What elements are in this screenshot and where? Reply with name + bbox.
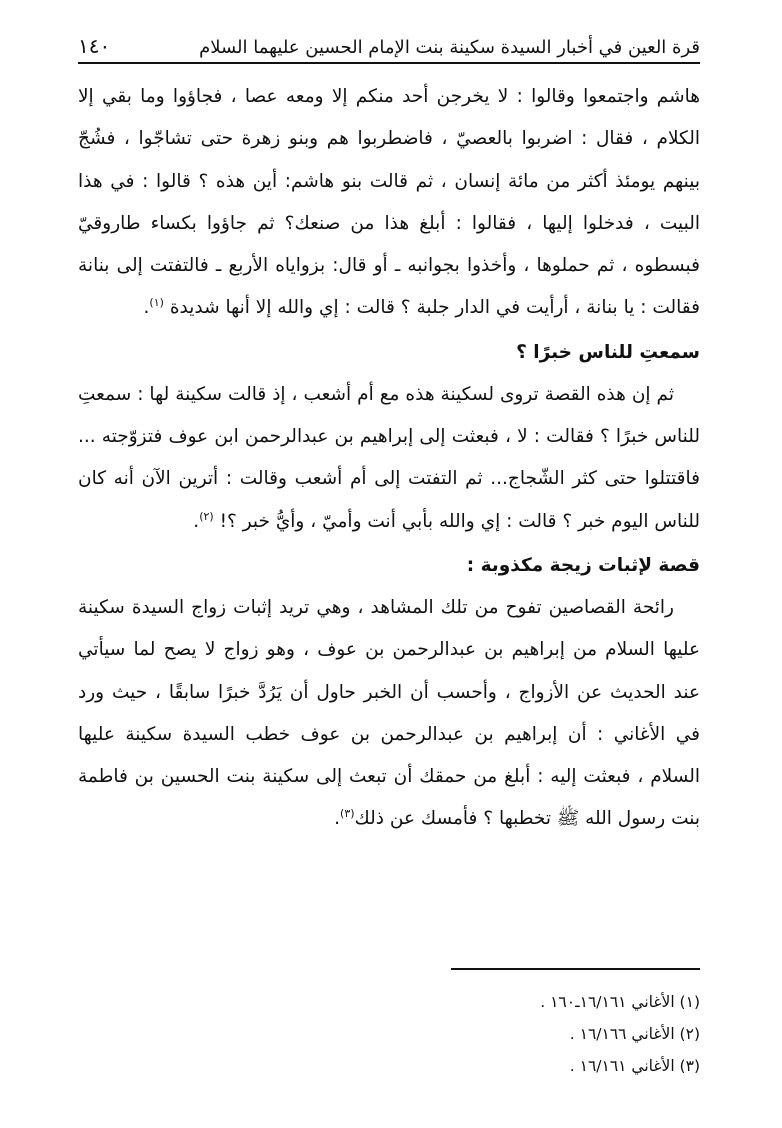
paragraph-2: ثم إن هذه القصة تروى لسكينة هذه مع أم أشعب ، إذ قالت سكينة لها : سمعتِ للناس خبرًا ؟ فقالت : لا ، فبعثت إلى إبراهيم بن عبدالرحمن ابن عوف فتزوّجته ... فاقتتلوا حتى كثر الشّجاج... ثم التفتت إلى أم أشعب وقالت : أترين الآن أنه كان للناس اليوم خبر ؟ قالت : إي والله بأبي أنت وأميّ ، وأيُّ خبر ؟! $^{(٢)}$. [78, 383, 700, 532]
running-header [78, 28, 700, 64]
footnote-ref-3[interactable]: (٣) [340, 807, 355, 821]
footnote-3: (٣) الأغاني ١٦/١٦١ . [569, 1057, 700, 1075]
footnote-1: (١) الأغاني ١٦/١٦١ـ١٦٠ . [540, 993, 700, 1011]
book-title: قرة العين في أخبار السيدة سكينة بنت الإمام الحسين عليهما السلام [199, 37, 700, 58]
paragraph-1: هاشم واجتمعوا وقالوا : لا يخرجن أحد منكم إلا ومعه عصا ، فجاؤوا وما بقي إلا الكلام ، فقال : اضربوا بالعصيّ ، فاضطربوا هم وبنو زهرة حتى تشاجّوا ، فشُجّ بينهم يومئذ أكثر من مائة إنسان ، ثم قالت بنو هاشم: أين هذه ؟ قالوا : في هذا البيت ، فدخلوا إليها ، فقالوا : أبلغ هذا من صنعك؟ ثم جاؤوا بكساء طاروقيّ فبسطوه ، ثم حملوها ، وأخذوا بجوانبه ـ أو قال: بزواياه الأربع ـ فالتفتت إلى بنانة فقالت : يا بنانة ، أرأيت في الدار جلبة ؟ قالت : إي والله إلا أنها شديدة $^{(١)}$. [78, 86, 700, 319]
paragraph-1-text: هاشم واجتمعوا وقالوا : لا يخرجن أحد منكم إلا ومعه عصا ، فجاؤوا وما بقي إلا الكلام ، فقال : اضربوا بالعصيّ ، فاضطربوا هم وبنو زهرة حتى تشاجّوا ، فشُجّ بينهم يومئذ أكثر من مائة إنسان ، ثم قالت بنو هاشم: أين هذه ؟ قالوا : في هذا البيت ، فدخلوا إليها ، فقالوا : أبلغ هذا من صنعك؟ ثم جاؤوا بكساء طاروقيّ فبسطوه ، ثم حملوها ، وأخذوا بجوانبه ـ أو قال: بزواياه الأربع ـ فالتفتت إلى بنانة فقالت : يا بنانة ، أرأيت في الدار جلبة ؟ قالت : إي والله إلا أنها شديدة [78, 86, 700, 319]
footnote-divider [451, 968, 700, 970]
page-body [78, 76, 700, 841]
paragraph-3-text: رائحة القصاصين تفوح من تلك المشاهد ، وهي تريد إثبات زواج السيدة سكينة عليها السلام من إبراهيم بن عبدالرحمن بن عوف ، وهو زواج لا يصح لما سيأتي عند الحديث عن الأزواج ، وأحسب أن الخبر حاول أن يَرُدَّ خبرًا سابقًا ، حيث ورد في الأغاني : أن إبراهيم بن عبدالرحمن بن عوف خطب السيدة سكينة عليها السلام ، فبعثت إليه : أبلغ من حمقك أن تبعث إلى سكينة بنت الحسين بن فاطمة بنت رسول الله ﷺ تخطبها ؟ فأمسك عن ذلك [78, 596, 700, 830]
footnotes [78, 986, 700, 1082]
section-heading-2: قصة لإثبات زيجة مكذوبة : [466, 554, 700, 576]
paragraph-3: رائحة القصاصين تفوح من تلك المشاهد ، وهي تريد إثبات زواج السيدة سكينة عليها السلام من إبراهيم بن عبدالرحمن بن عوف ، وهو زواج لا يصح لما سيأتي عند الحديث عن الأزواج ، وأحسب أن الخبر حاول أن يَرُدَّ خبرًا سابقًا ، حيث ورد في الأغاني : أن إبراهيم بن عبدالرحمن بن عوف خطب السيدة سكينة عليها السلام ، فبعثت إليه : أبلغ من حمقك أن تبعث إلى سكينة بنت الحسين بن فاطمة بنت رسول الله ﷺ تخطبها ؟ فأمسك عن ذلك$^{(٣)}$. [78, 596, 700, 830]
section-heading-1: سمعتِ للناس خبرًا ؟ [516, 341, 700, 363]
footnote-ref-2[interactable]: (٢) [199, 509, 214, 523]
page-number: ١٤٠ [78, 34, 111, 58]
footnote-ref-1[interactable]: (١) [149, 296, 164, 310]
footnote-2: (٢) الأغاني ١٦/١٦٦ . [569, 1025, 700, 1043]
paragraph-2-text: ثم إن هذه القصة تروى لسكينة هذه مع أم أشعب ، إذ قالت سكينة لها : سمعتِ للناس خبرًا ؟ فقالت : لا ، فبعثت إلى إبراهيم بن عبدالرحمن ابن عوف فتزوّجته ... فاقتتلوا حتى كثر الشّجاج... ثم التفتت إلى أم أشعب وقالت : أترين الآن أنه كان للناس اليوم خبر ؟ قالت : إي والله بأبي أنت وأميّ ، وأيُّ خبر ؟! [78, 383, 700, 532]
